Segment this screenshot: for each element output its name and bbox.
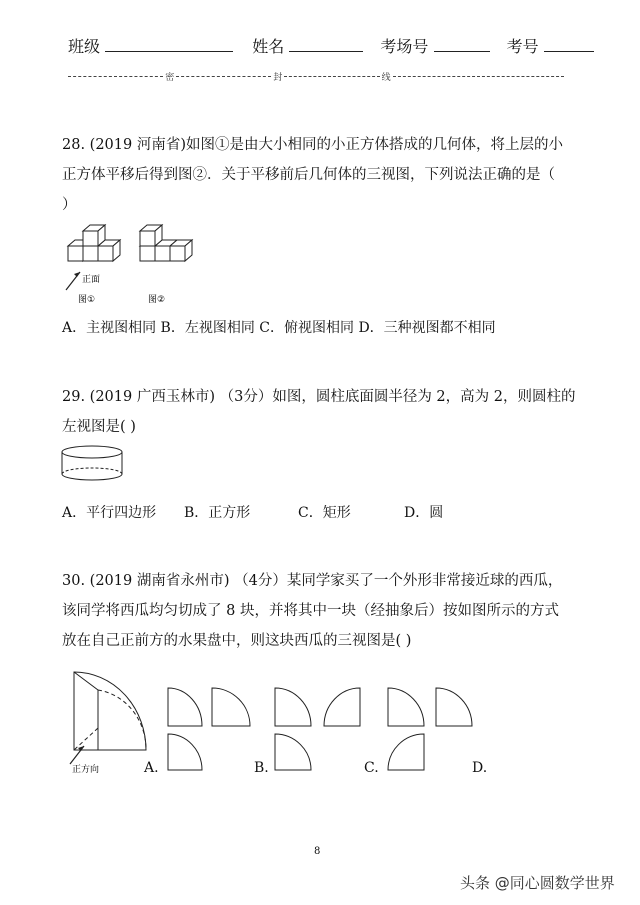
fig1-label: 图①	[78, 295, 96, 305]
exam-header	[68, 34, 594, 57]
front-label: 正面	[82, 275, 101, 285]
question-30	[62, 566, 582, 656]
q29-line2: 左视图是( )	[62, 419, 136, 435]
q28-line2: 正方体平移后得到图②．关于平移前后几何体的三视图，下列说法正确的是（	[62, 167, 555, 183]
q29-line1: 29. (2019 广西玉林市) （3分）如图，圆柱底面圆半径为 2，高为 2，则圆柱的	[62, 389, 576, 405]
watermark: 头条 @同心圆数学世界	[460, 874, 615, 892]
q30-line3: 放在自己正前方的水果盘中，则这块西瓜的三视图是( )	[62, 633, 412, 649]
class-blank[interactable]	[105, 37, 233, 52]
seal-line	[66, 70, 566, 83]
q29-option-d: D．圆	[404, 505, 444, 521]
room-blank[interactable]	[434, 37, 490, 52]
seal-feng: 封	[273, 73, 283, 83]
class-label: 班级	[68, 37, 101, 56]
q28-line1: 28. (2019 河南省)如图①是由大小相同的小正方体搭成的几何体，将上层的小	[62, 137, 563, 153]
id-label: 考号	[506, 37, 539, 56]
name-label: 姓名	[252, 37, 285, 56]
q30-option-figures	[140, 686, 500, 776]
question-29	[62, 382, 582, 442]
q30-option-a: A.	[144, 760, 159, 776]
direction-label: 正方向	[72, 765, 100, 775]
page-number: 8	[314, 846, 321, 857]
watermelon-figure	[62, 668, 152, 778]
q29-option-a: A．平行四边形	[62, 505, 157, 521]
seal-xian: 线	[381, 73, 391, 83]
q30-option-b: B.	[254, 760, 269, 776]
q28-options: A．主视图相同 B．左视图相同 C．俯视图相同 D．三种视图都不相同	[62, 320, 496, 336]
q29-option-b: B．正方形	[184, 505, 251, 521]
q30-option-d: D.	[472, 760, 488, 776]
cylinder-figure	[60, 444, 130, 484]
q29-option-c: C．矩形	[298, 505, 351, 521]
q28-figure	[58, 224, 218, 314]
q30-line2: 该同学将西瓜均匀切成了 8 块，并将其中一块（经抽象后）按如图所示的方式	[62, 603, 559, 619]
q30-line1: 30. (2019 湖南省永州市) （4分）某同学家买了一个外形非常接近球的西瓜，	[62, 573, 563, 589]
id-blank[interactable]	[544, 37, 594, 52]
seal-mi: 密	[165, 73, 175, 83]
q30-option-c: C.	[364, 760, 379, 776]
room-label: 考场号	[380, 37, 429, 56]
q28-line3: ）	[62, 197, 77, 213]
fig2-label: 图②	[148, 295, 166, 305]
question-28	[62, 130, 582, 220]
name-blank[interactable]	[289, 37, 363, 52]
